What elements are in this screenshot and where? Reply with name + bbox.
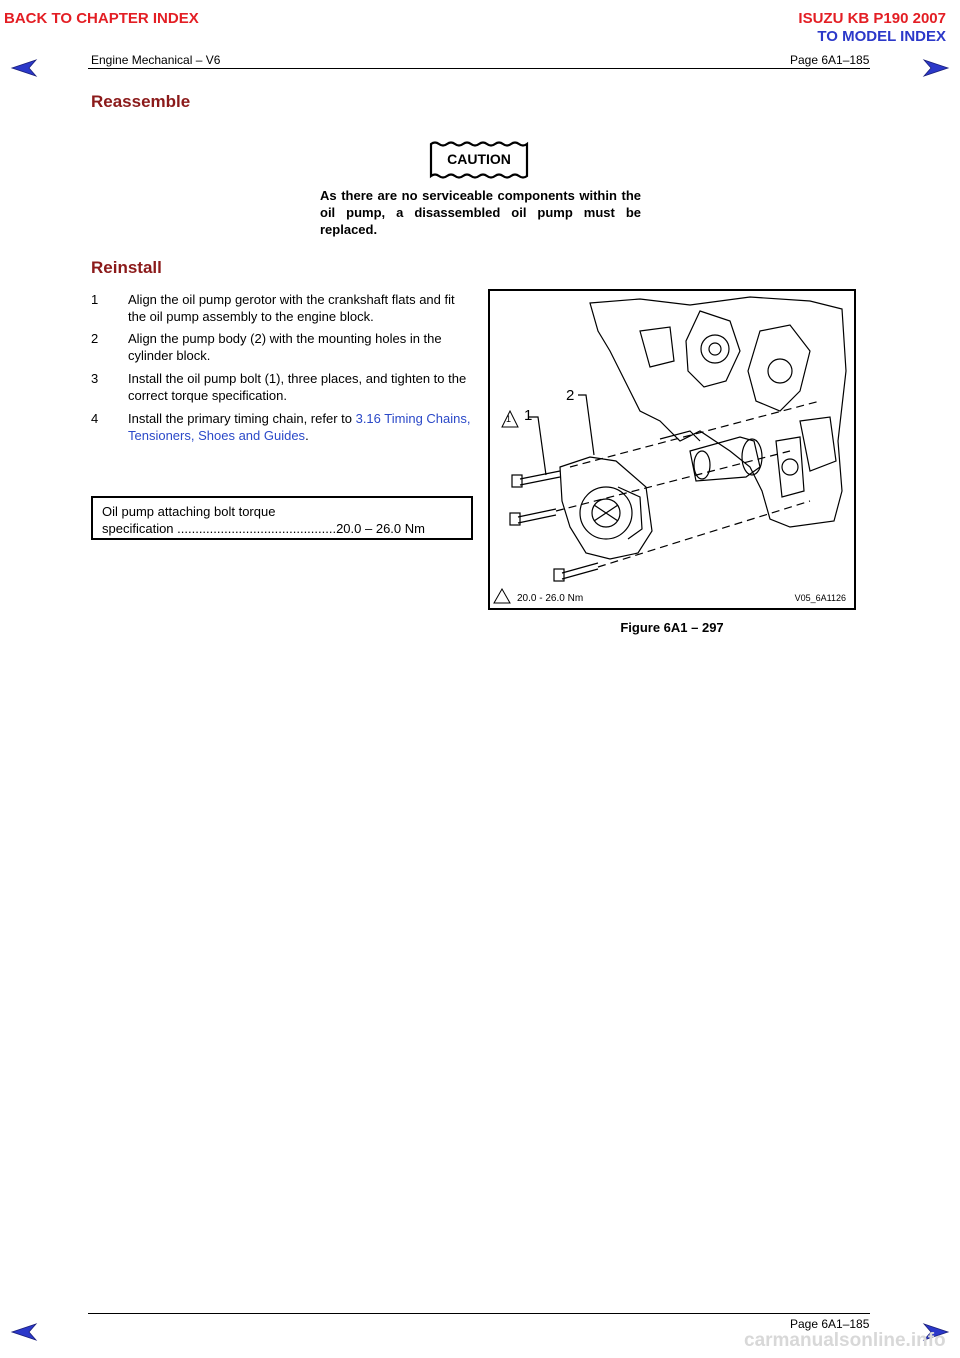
step-text-after: . — [305, 428, 309, 443]
torque-spec-box — [91, 496, 473, 540]
spec-value: 20.0 – 26.0 Nm — [336, 521, 425, 536]
step-4 — [91, 410, 471, 444]
header-rule — [88, 68, 870, 69]
footer-rule — [88, 1313, 870, 1314]
to-model-index-link[interactable]: TO MODEL INDEX — [817, 28, 946, 45]
footer-page-number: Page 6A1–185 — [790, 1317, 870, 1331]
back-to-chapter-index-link[interactable]: BACK TO CHAPTER INDEX — [4, 10, 199, 27]
caution-text: As there are no serviceable components within the oil pump, a disassembled oil pump must be replaced. — [320, 188, 641, 237]
spec-line-1: Oil pump attaching bolt torque — [102, 504, 276, 519]
prev-arrow-icon[interactable] — [10, 1322, 38, 1342]
timing-chain-reference-link[interactable]: 3.16 Timing Chains, Tensioners, Shoes and Guides — [128, 411, 471, 443]
step-text: Align the oil pump gerotor with the crankshaft flats and fit the oil pump assembly to the engine block. — [128, 292, 455, 324]
step-text: Install the oil pump bolt (1), three places, and tighten to the correct torque specification. — [128, 371, 467, 403]
step-number: 1 — [91, 292, 99, 307]
caution-label: CAUTION — [447, 151, 511, 167]
step-text-before: Install the primary timing chain, refer to — [128, 411, 356, 426]
step-1 — [91, 291, 471, 325]
image-code: V05_6A1126 — [794, 593, 846, 603]
callout-1: 1 — [524, 407, 533, 424]
model-title-link[interactable]: ISUZU KB P190 2007 — [798, 10, 946, 27]
reassemble-heading: Reassemble — [91, 92, 191, 111]
reinstall-heading: Reinstall — [91, 258, 162, 277]
section-title: Engine Mechanical – V6 — [91, 53, 221, 67]
spec-label: specification ............................................ — [102, 521, 337, 536]
callout-2: 2 — [566, 387, 575, 404]
prev-arrow-icon[interactable] — [10, 58, 38, 78]
step-number: 3 — [91, 371, 99, 386]
step-2 — [91, 330, 471, 364]
step-text: Align the pump body (2) with the mounting holes in the cylinder block. — [128, 331, 442, 363]
warning-triangle-icon: 1 — [506, 414, 512, 424]
spec-line-2 — [102, 520, 462, 537]
torque-label: 20.0 - 26.0 Nm — [517, 593, 584, 604]
watermark: carmanualsonline.info — [744, 1330, 946, 1351]
oil-pump-illustration — [490, 291, 854, 608]
step-3 — [91, 370, 471, 404]
step-text — [128, 410, 471, 444]
step-number: 2 — [91, 331, 99, 346]
next-arrow-icon[interactable] — [922, 58, 950, 78]
caution-scroll-icon — [425, 140, 533, 180]
figure-frame — [488, 289, 856, 610]
header-page-number: Page 6A1–185 — [790, 53, 870, 67]
step-number: 4 — [91, 411, 99, 426]
figure-caption: Figure 6A1 – 297 — [620, 620, 724, 635]
